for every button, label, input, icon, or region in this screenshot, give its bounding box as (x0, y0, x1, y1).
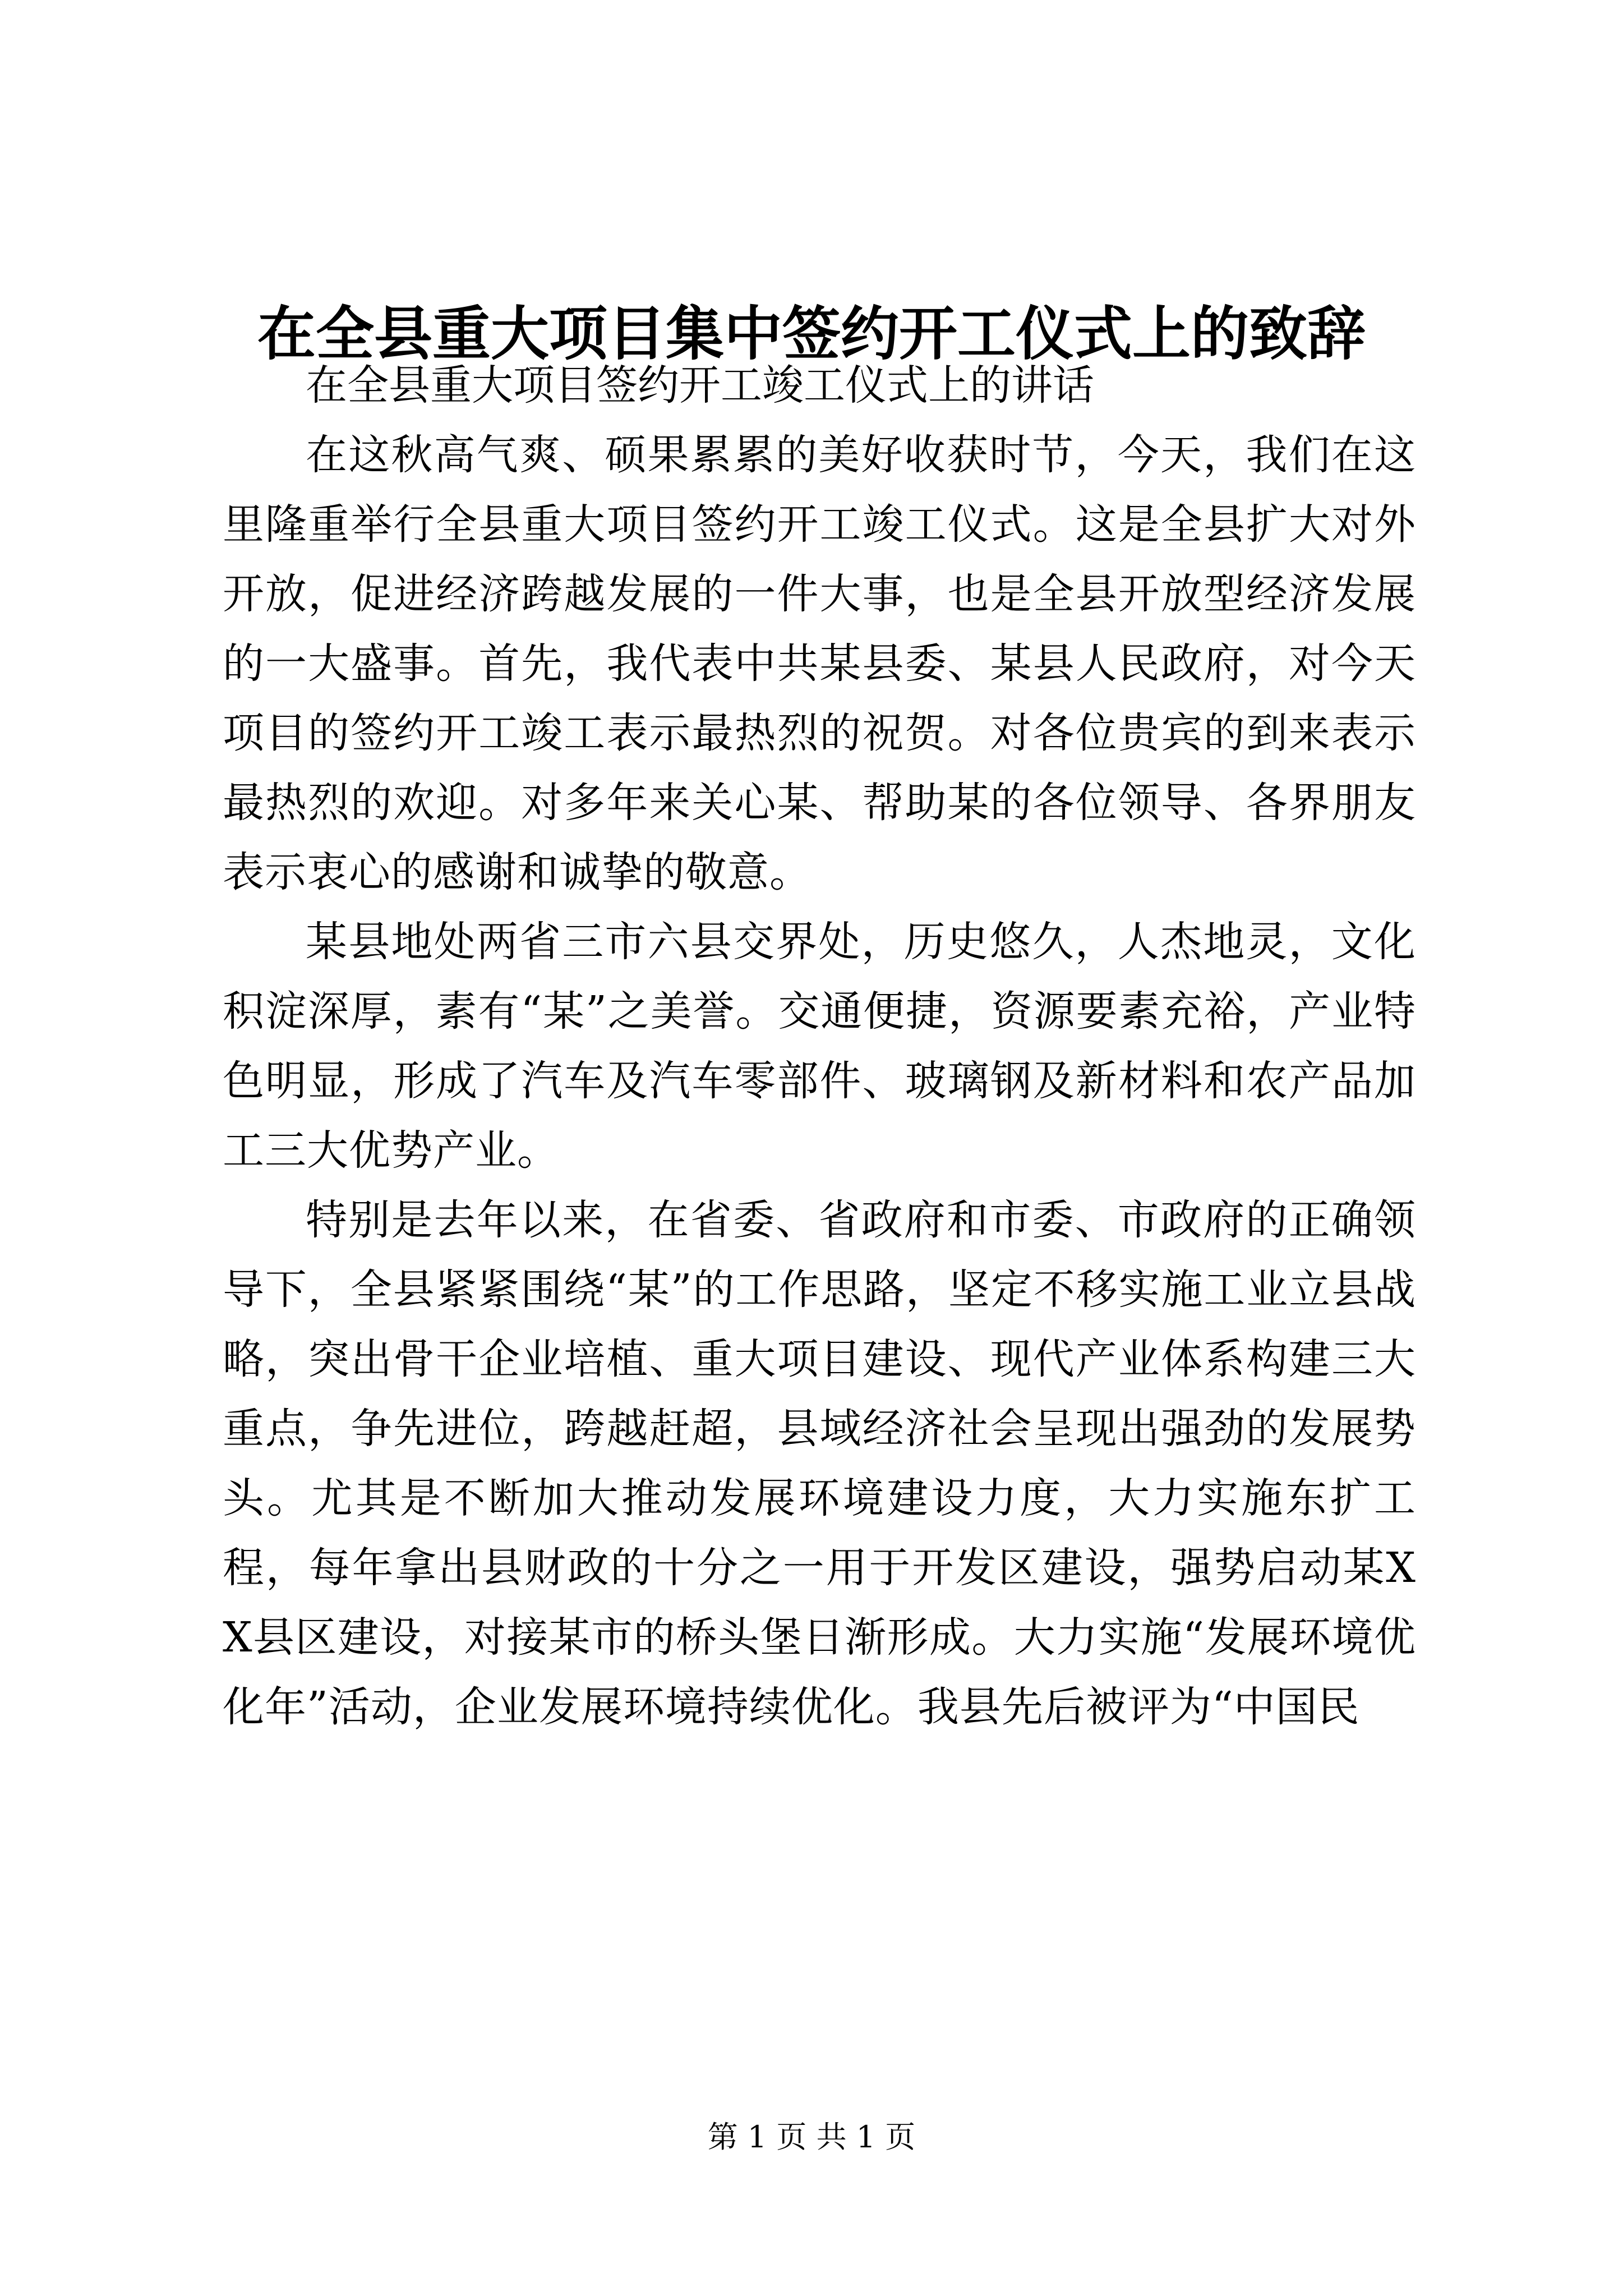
document-body (223, 351, 1416, 1742)
document-subtitle: 在全县重大项目签约开工竣工仪式上的讲话 (306, 361, 1094, 409)
paragraph-1: 在这秋高气爽、硕果累累的美好收获时节，今天，我们在这里隆重举行全县重大项目签约开工竣工仪式。这是全县扩大对外开放，促进经济跨越发展的一件大事，也是全县开放型经济发展的一大盛事。首先，我代表中共某县委、某县人民政府，对今天项目的签约开工竣工表示最热烈的祝贺。对各位贵宾的到来表示最热烈的欢迎。对多年来关心某、帮助某的各位领导、各界朋友表示衷心的感谢和诚挚的敬意。 (223, 431, 1416, 896)
paragraph-2: 某县地处两省三市六县交界处，历史悠久，人杰地灵，文化积淀深厚，素有“某”之美誉。交通便捷，资源要素充裕，产业特色明显，形成了汽车及汽车零部件、玻璃钢及新材料和农产品加工三大优势产业。 (223, 918, 1416, 1175)
paragraph-3: 特别是去年以来，在省委、省政府和市委、市政府的正确领导下，全县紧紧围绕“某”的工作思路，坚定不移实施工业立县战略，突出骨干企业培植、重大项目建设、现代产业体系构建三大重点，争先进位，跨越赶超，县域经济社会呈现出强劲的发展势头。尤其是不断加大推动发展环境建设力度，大力实施东扩工程，每年拿出县财政的十分之一用于开发区建设，强势启动某XX县区建设，对接某市的桥头堡日渐形成。大力实施“发展环境优化年”活动，企业发展环境持续优化。我县先后被评为“中国民 (223, 1196, 1416, 1731)
document-title: 在全县重大项目集中签约开工仪式上的致辞 (257, 299, 1366, 368)
page-number-footer: 第 1 页 共 1 页 (707, 2119, 916, 2155)
